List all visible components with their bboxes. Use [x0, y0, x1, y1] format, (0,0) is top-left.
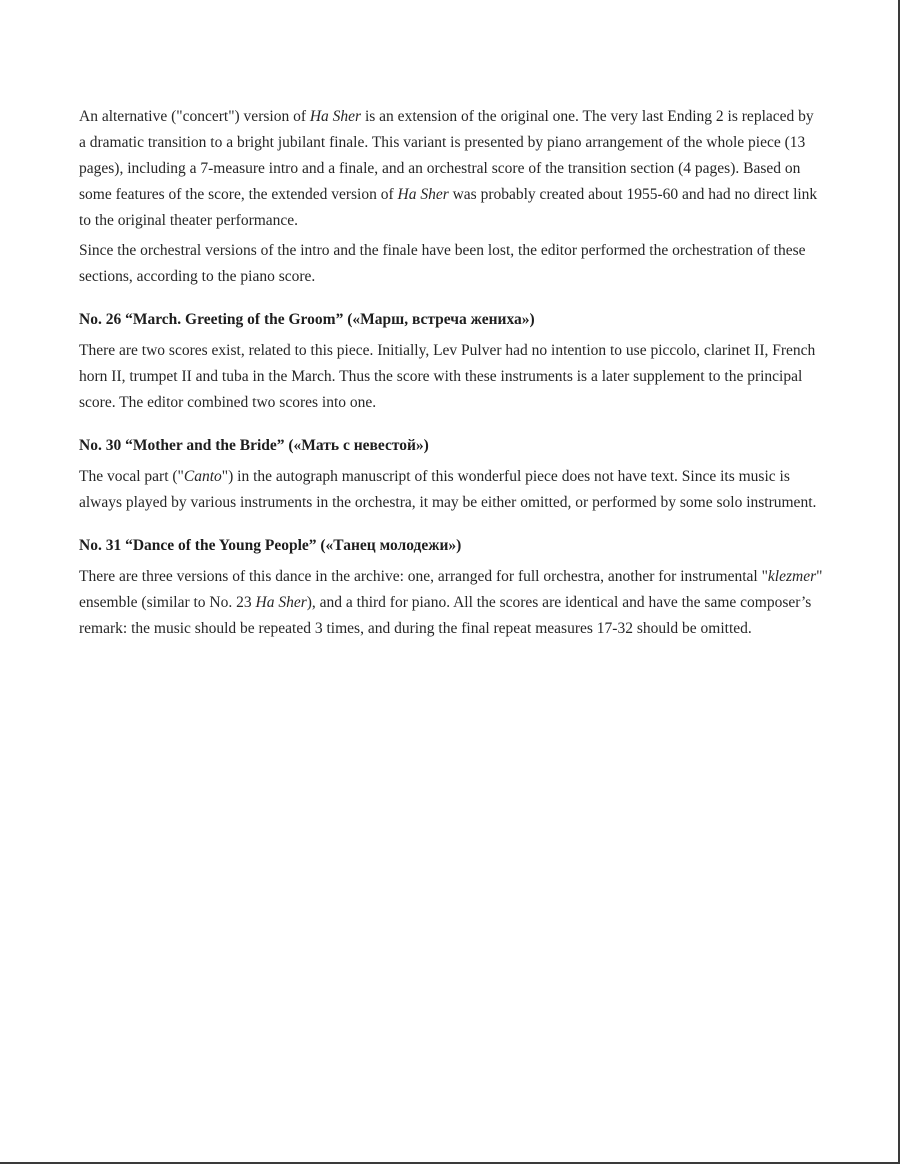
term-klezmer: klezmer [767, 568, 817, 585]
title-ha-sher: Ha Sher [255, 594, 307, 611]
section-31-text-1: There are three versions of this dance in the archive: one, arranged for full orchestra, another for instrumental " [79, 568, 768, 585]
section-26-body: There are two scores exist, related to this piece. Initially, Lev Pulver had no intention to use piccolo, clarinet II, French horn II, trumpet II and tuba in the March. Thus the score with these instruments is a later supplement to the principal score. The editor combined two scores into one. [79, 342, 816, 411]
intro-paragraph-1 [79, 104, 824, 234]
section-30-text-2: ") in the autograph manuscript of this wonderful piece does not have text. Since its music is always played by various instruments in the orchestra, it may be either omitted, or performed by some solo instrument. [79, 468, 817, 511]
term-canto: Canto [183, 468, 222, 485]
intro-text-1: An alternative ("concert") version of [79, 108, 310, 125]
title-ha-sher: Ha Sher [309, 108, 362, 125]
section-30-body [79, 464, 824, 516]
section-30-text-1: The vocal part (" [79, 468, 184, 485]
intro-text-3: was probably created about 1955-60 and had no direct link to the original theater performance. [79, 186, 818, 229]
section-31-text-3: ), and a third for piano. All the scores are identical and have the same composer’s remark: the music should be repeated 3 times, and during the final repeat measures 17-32 should be omitted. [79, 594, 812, 637]
document-body [79, 104, 824, 646]
intro-paragraph-2: Since the orchestral versions of the intro and the finale have been lost, the editor performed the orchestration of these sections, according to the piano score. [79, 242, 806, 285]
intro-text-2: is an extension of the original one. The very last Ending 2 is replaced by a dramatic transition to a bright jubilant finale. This variant is presented by piano arrangement of the whole piece (13 pages), including a 7-measure intro and a finale, and an orchestral score of the transition section (4 pages). Based on some features of the score, the extended version of [79, 108, 814, 203]
section-30-heading: No. 30 “Mother and the Bride” («Мать с невестой») [79, 437, 429, 454]
section-26-heading: No. 26 “March. Greeting of the Groom” («Марш, встреча жениха») [79, 311, 535, 328]
title-ha-sher: Ha Sher [397, 186, 449, 203]
section-31-heading: No. 31 “Dance of the Young People” («Танец молодежи») [79, 537, 462, 554]
section-31-body [79, 564, 824, 642]
section-31-text-2: " ensemble (similar to No. 23 [79, 568, 823, 611]
